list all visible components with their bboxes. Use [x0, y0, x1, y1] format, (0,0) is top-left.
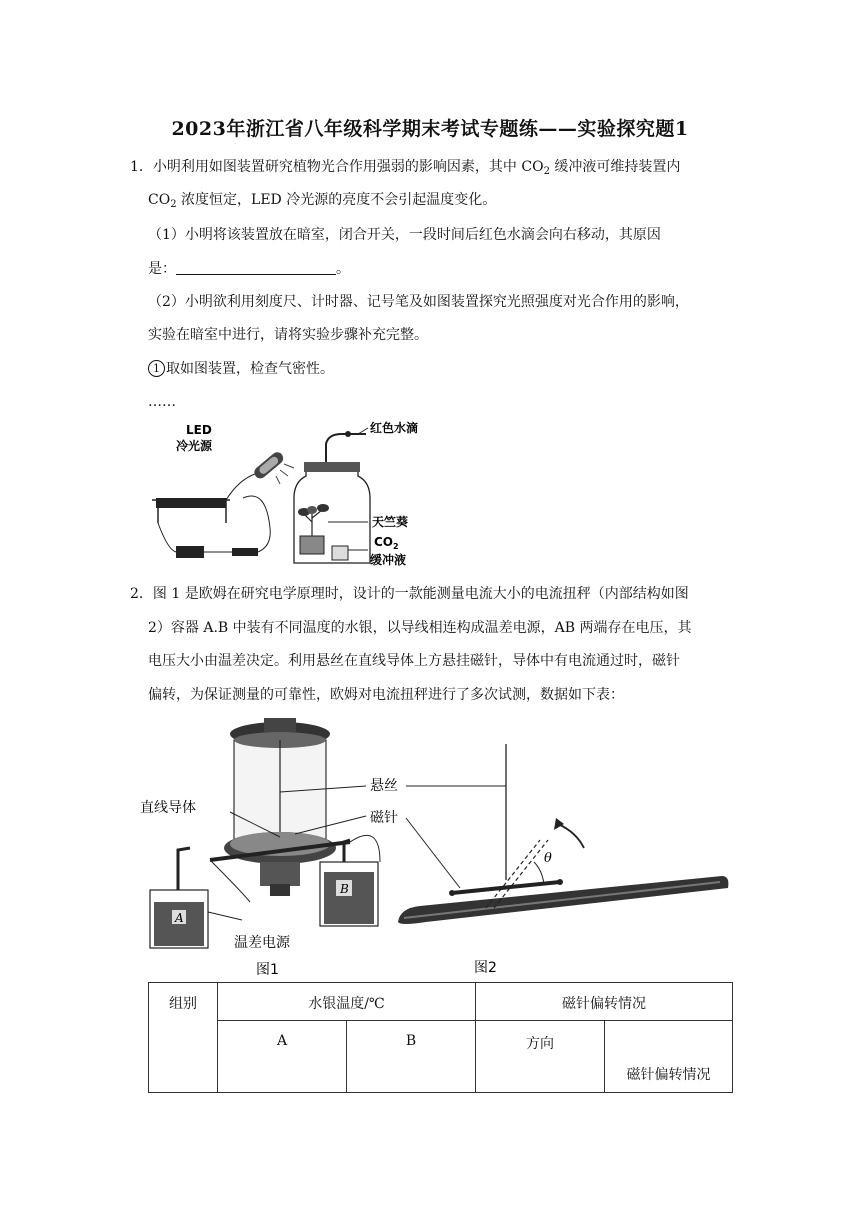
- label-fig1: 图1: [256, 962, 279, 977]
- q1-sub1-line1: （1）小明将该装置放在暗室，闭合开关，一段时间后红色水滴会向右移动，其原因: [148, 227, 661, 243]
- header-temp: 水银温度/℃: [218, 983, 476, 1021]
- glass-tube-icon: [326, 434, 366, 462]
- label-b: B: [340, 882, 349, 896]
- label-source: 温差电源: [234, 935, 290, 951]
- label-needle: 磁针: [370, 810, 398, 826]
- header-col-b: B: [347, 1021, 476, 1093]
- q1-apparatus-illustration: [148, 418, 418, 568]
- q1-sub1-line2: 是： 。: [148, 261, 350, 277]
- label-buffer: 缓冲液: [370, 553, 407, 567]
- beaker-icon: [332, 546, 348, 560]
- q1-step1: 1 取如图装置，检查气密性。: [148, 359, 334, 379]
- q1-answer-blank[interactable]: [176, 260, 336, 275]
- q1-figure: [148, 418, 418, 568]
- header-deflection: 磁针偏转情况: [476, 983, 733, 1021]
- header-col-a: A: [218, 1021, 347, 1093]
- q2-figures: [130, 712, 730, 977]
- page-title: 2023年浙江省八年级科学期末考试专题练——实验探究题1: [171, 118, 689, 140]
- q2-number: 2．: [130, 586, 153, 602]
- header-direction: 方向: [476, 1021, 605, 1093]
- label-plant: 天竺葵: [372, 515, 409, 529]
- label-co2: $CO_2$: [374, 535, 399, 551]
- led-lamp-icon: [252, 450, 286, 481]
- table-subheader-row: [149, 1021, 733, 1093]
- data-table: [148, 982, 733, 1093]
- label-theta: θ: [544, 851, 552, 866]
- q1-line1: 1．小明利用如图装置研究植物光合作用强弱的影响因素，其中 $CO_2$ 缓冲液可维持装置内: [130, 159, 681, 177]
- table-header-row: [149, 983, 733, 1021]
- label-wire: 悬丝: [370, 778, 398, 794]
- label-red-drop: 红色水滴: [370, 421, 418, 435]
- battery-icon: [176, 546, 204, 558]
- rotation-arrow-icon: [558, 824, 584, 848]
- q1-line2: $CO_2$ 浓度恒定，LED 冷光源的亮度不会引起温度变化。: [148, 192, 497, 210]
- q2-line3: 电压大小由温差决定。利用悬丝在直线导体上方悬挂磁针，导体中有电流通过时，磁针: [148, 653, 680, 669]
- label-a: A: [175, 911, 184, 925]
- label-cold-light: 冷光源: [176, 439, 213, 453]
- q1-number: 1．: [130, 159, 153, 175]
- label-led: LED: [186, 423, 212, 437]
- header-group: 组别: [149, 983, 218, 1093]
- q1-sub2-line1: （2）小明欲利用刻度尺、计时器、记号笔及如图装置探究光照强度对光合作用的影响，: [148, 294, 689, 310]
- header-deflection-2: 磁针偏转情况: [605, 1021, 733, 1093]
- q2-line4: 偏转，为保证测量的可靠性，欧姆对电流扭秤进行了多次试测，数据如下表：: [148, 687, 624, 703]
- label-conductor: 直线导体: [140, 800, 196, 816]
- q1-ellipsis: ……: [148, 394, 176, 410]
- label-fig2: 图2: [474, 960, 497, 976]
- q2-line2: 2）容器 A.B 中装有不同温度的水银，以导线相连构成温差电源，AB 两端存在电压，其: [148, 620, 692, 636]
- water-drop-icon: [345, 431, 351, 437]
- switch-icon: [232, 548, 258, 556]
- q1-sub2-line2: 实验在暗室中进行，请将实验步骤补充完整。: [148, 327, 428, 343]
- q2-line1: 2．图 1 是欧姆在研究电学原理时，设计的一款能测量电流大小的电流扭秤（内部结构如图: [130, 586, 689, 602]
- pot-icon: [300, 536, 324, 554]
- current-balance-illustration: [130, 712, 730, 977]
- step-number-badge: 1: [148, 360, 165, 377]
